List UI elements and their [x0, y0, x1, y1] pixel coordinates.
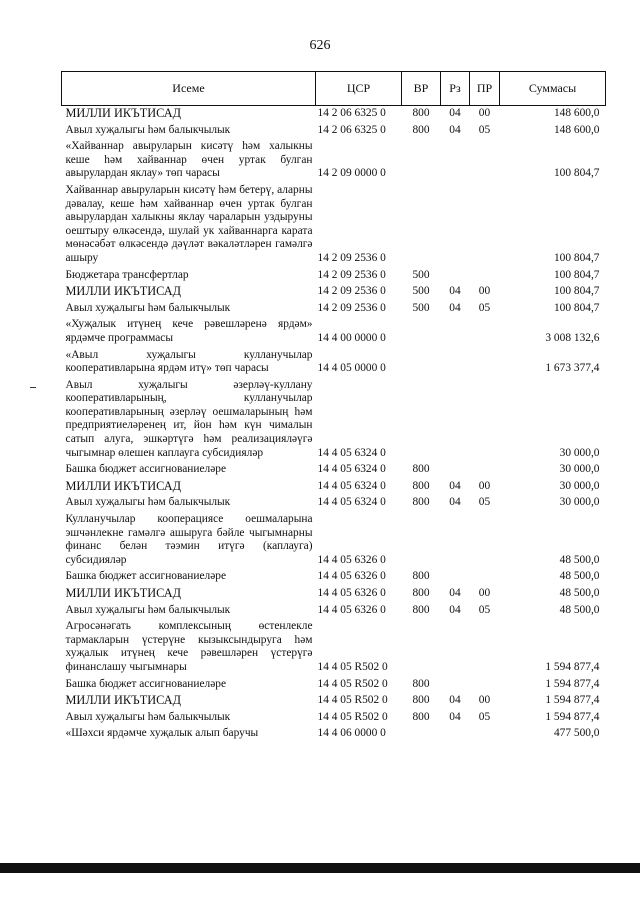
cell-pr: [470, 619, 500, 676]
cell-vr: 500: [412, 268, 430, 281]
cell-name: МИЛЛИ ИКЪТИСАД: [65, 284, 181, 299]
cell-pr: 00: [478, 587, 491, 599]
cell-rz: 04: [449, 694, 461, 707]
cell-name: МИЛЛИ ИКЪТИСАД: [65, 478, 181, 493]
header-pr: ПР: [470, 72, 500, 106]
cell-name: Авыл хуҗалыгы әзерләү-куллану кооперативларының, кулланучылар кооперативларының әзерләү оешмаларының һәм предприятиеләренең ит, йон һәм күн чималын сатып алуга, эшкәртүгә һәм реализацияләүгә чыгымнар өлешен каплауга субсидияләр: [65, 378, 313, 459]
cell-sum: 48 500,0: [559, 603, 600, 616]
cell-pr: [470, 317, 500, 347]
cell-vr: [402, 378, 441, 463]
cell-sum: 30 000,0: [559, 446, 600, 459]
table-row: [62, 512, 606, 569]
cell-name: Хайваннар авыруларын кисәтү һәм бетерү, аларны дәвалау, кеше һәм хайваннар өчен уртак булган авырулардан халыкны яклау чараларын уздыруны оештыру өлкәсендә, шулай ук хайваннарга карата мөнәсәбәт өлкәсендә дәүләт вәкаләтләрен гамәлгә ашыру: [65, 183, 313, 264]
cell-name: «Хуҗалык итүнең кече рәвешләренә ярдәм» ярдәмче программасы: [65, 318, 313, 344]
cell-vr: 800: [412, 463, 430, 476]
cell-name: Авыл хуҗалыгы һәм балыкчылык: [65, 301, 231, 314]
table-row: [62, 268, 606, 285]
cell-sum: 30 000,0: [559, 496, 600, 509]
cell-csr: 14 2 09 0000 0: [317, 167, 386, 180]
cell-name: Башка бюджет ассигнованиеләре: [65, 570, 227, 583]
cell-vr: [402, 619, 441, 676]
cell-pr: 05: [478, 301, 491, 314]
cell-name: МИЛЛИ ИКЪТИСАД: [65, 106, 181, 120]
margin-mark: [30, 387, 36, 388]
cell-rz: [441, 317, 470, 347]
cell-rz: [441, 569, 470, 586]
cell-pr: 05: [478, 496, 491, 509]
cell-sum: 1 594 877,4: [545, 677, 600, 690]
cell-pr: [470, 462, 500, 479]
cell-csr: 14 4 05 6324 0: [317, 446, 386, 459]
cell-vr: 800: [412, 496, 430, 509]
cell-rz: [441, 183, 470, 268]
table-row: [62, 139, 606, 183]
table-row: [62, 677, 606, 694]
cell-csr: 14 4 05 R502 0: [317, 660, 388, 673]
table-row: [62, 348, 606, 378]
cell-name: «Авыл хуҗалыгы кулланучылар кооперативларына ярдәм итү» төп чарасы: [65, 348, 313, 375]
cell-vr: 500: [412, 285, 430, 298]
table-row: [62, 710, 606, 727]
header-sum: Суммасы: [500, 72, 606, 106]
cell-rz: [441, 348, 470, 378]
cell-name: Башка бюджет ассигнованиеләре: [65, 463, 227, 476]
cell-vr: [402, 183, 441, 268]
cell-rz: 04: [449, 301, 461, 314]
table-row: [62, 569, 606, 586]
cell-csr: 14 2 09 2536 0: [317, 301, 386, 314]
cell-vr: 800: [412, 123, 430, 136]
cell-rz: [441, 726, 470, 743]
table-row: [62, 183, 606, 268]
header-csr: ЦСР: [316, 72, 402, 106]
scan-bottom-bar: [0, 863, 640, 873]
cell-rz: [441, 512, 470, 569]
cell-sum: 100 804,7: [553, 268, 600, 281]
cell-csr: 14 4 05 R502 0: [317, 694, 388, 707]
cell-vr: 800: [412, 587, 430, 599]
cell-name: Авыл хуҗалыгы һәм балыкчылык: [65, 496, 231, 509]
cell-csr: 14 4 05 R502 0: [317, 677, 388, 690]
cell-sum: 1 594 877,4: [545, 660, 600, 673]
cell-pr: 00: [478, 479, 491, 492]
cell-csr: 14 4 05 6326 0: [317, 603, 386, 616]
cell-name: «Хайваннар авыруларын кисәтү һәм халыкны кеше һәм хайваннар өчен уртак булган авырулардан яклау» төп чарасы: [65, 140, 313, 180]
cell-pr: 00: [478, 694, 491, 707]
table-row: [62, 495, 606, 512]
table-header: [62, 72, 606, 106]
cell-pr: [470, 677, 500, 694]
cell-sum: 100 804,7: [553, 251, 600, 264]
cell-sum: 48 500,0: [559, 570, 600, 583]
cell-name: МИЛЛИ ИКЪТИСАД: [65, 586, 181, 600]
table-row: [62, 462, 606, 479]
cell-csr: 14 4 05 6324 0: [317, 463, 386, 476]
cell-sum: 100 804,7: [553, 285, 600, 298]
table-row: [62, 284, 606, 301]
cell-pr: 05: [478, 123, 491, 136]
cell-vr: 800: [412, 603, 430, 616]
cell-rz: 04: [449, 603, 461, 616]
cell-pr: [470, 348, 500, 378]
cell-rz: [441, 677, 470, 694]
cell-csr: 14 4 05 6326 0: [317, 553, 386, 566]
budget-table: [61, 71, 606, 743]
cell-csr: 14 4 05 0000 0: [317, 362, 386, 375]
cell-csr: 14 4 05 6324 0: [317, 496, 386, 509]
cell-csr: 14 2 09 2536 0: [317, 285, 386, 298]
cell-csr: 14 2 09 2536 0: [317, 251, 386, 264]
cell-rz: 04: [449, 123, 461, 136]
table-row: [62, 106, 606, 123]
cell-sum: 3 008 132,6: [545, 331, 600, 344]
budget-table-container: [61, 71, 605, 743]
cell-sum: 48 500,0: [559, 587, 600, 599]
cell-sum: 100 804,7: [553, 167, 600, 180]
cell-vr: 800: [412, 694, 430, 707]
cell-vr: [402, 317, 441, 347]
cell-vr: [402, 512, 441, 569]
cell-rz: [441, 268, 470, 285]
cell-csr: 14 4 05 R502 0: [317, 710, 388, 723]
cell-csr: 14 4 05 6326 0: [317, 570, 386, 583]
cell-name: Башка бюджет ассигнованиеләре: [65, 677, 227, 690]
cell-csr: 14 2 06 6325 0: [317, 107, 386, 119]
cell-rz: [441, 462, 470, 479]
cell-csr: 14 4 00 0000 0: [317, 331, 386, 344]
cell-rz: 04: [449, 710, 461, 723]
cell-rz: 04: [449, 107, 461, 119]
cell-vr: 800: [412, 479, 430, 492]
cell-rz: 04: [449, 479, 461, 492]
cell-name: Агросәнәгать комплексының өстенлекле тармакларын үстерүне кызыксындыруга һәм хуҗалык итүнең кече рәвешләрен үстерүгә финанслашу чыгымнары: [65, 620, 313, 673]
cell-name: Авыл хуҗалыгы һәм балыкчылык: [65, 710, 231, 723]
cell-sum: 1 594 877,4: [545, 694, 600, 707]
cell-name: Авыл хуҗалыгы һәм балыкчылык: [65, 123, 231, 136]
cell-rz: [441, 619, 470, 676]
cell-sum: 48 500,0: [559, 553, 600, 566]
cell-sum: 477 500,0: [553, 727, 600, 740]
cell-sum: 30 000,0: [559, 479, 600, 492]
table-row: [62, 693, 606, 710]
cell-vr: 800: [412, 710, 430, 723]
table-row: [62, 301, 606, 318]
cell-sum: 100 804,7: [553, 301, 600, 314]
cell-rz: [441, 378, 470, 463]
cell-pr: [470, 139, 500, 183]
cell-vr: 500: [412, 301, 430, 314]
cell-pr: [470, 569, 500, 586]
cell-rz: 04: [449, 587, 461, 599]
cell-csr: 14 2 06 6325 0: [317, 123, 386, 136]
cell-vr: 800: [412, 677, 430, 690]
header-rz: Рз: [441, 72, 470, 106]
cell-csr: 14 2 09 2536 0: [317, 268, 386, 281]
cell-pr: 05: [478, 710, 491, 723]
cell-csr: 14 4 06 0000 0: [317, 727, 386, 740]
table-row: [62, 726, 606, 743]
cell-name: Кулланучылар кооперациясе оешмаларына эшчәнлекне гамәлгә ашыруга бәйле чыгымнарны финанс белән тәэмин итүгә (каплауга) субсидияләр: [65, 513, 313, 566]
table-body: [62, 106, 606, 743]
cell-name: МИЛЛИ ИКЪТИСАД: [65, 693, 181, 708]
cell-name: Бюджетара трансфертлар: [65, 268, 189, 281]
cell-pr: 05: [478, 603, 491, 616]
cell-sum: 30 000,0: [559, 463, 600, 476]
cell-name: Авыл хуҗалыгы һәм балыкчылык: [65, 603, 231, 616]
cell-sum: 148 600,0: [553, 107, 600, 119]
cell-csr: 14 4 05 6326 0: [317, 587, 386, 599]
table-row: [62, 378, 606, 463]
cell-csr: 14 4 05 6324 0: [317, 479, 386, 492]
cell-sum: 1 594 877,4: [545, 710, 600, 723]
cell-rz: [441, 139, 470, 183]
cell-sum: 1 673 377,4: [545, 362, 600, 375]
cell-rz: 04: [449, 496, 461, 509]
cell-vr: [402, 139, 441, 183]
cell-rz: 04: [449, 285, 461, 298]
page-number: 626: [309, 38, 331, 53]
cell-vr: 800: [412, 570, 430, 583]
cell-pr: [470, 512, 500, 569]
table-row: [62, 479, 606, 496]
cell-vr: 800: [412, 107, 430, 119]
cell-pr: [470, 378, 500, 463]
cell-pr: [470, 183, 500, 268]
cell-vr: [402, 726, 441, 743]
header-name: Исеме: [62, 72, 316, 106]
cell-pr: [470, 268, 500, 285]
table-row: [62, 123, 606, 140]
header-vr: ВР: [402, 72, 441, 106]
cell-sum: 148 600,0: [553, 123, 600, 136]
table-row: [62, 619, 606, 676]
cell-pr: 00: [478, 107, 491, 119]
cell-vr: [402, 348, 441, 378]
table-row: [62, 603, 606, 620]
cell-pr: [470, 726, 500, 743]
cell-name: «Шәхси ярдәмче хуҗалык алып баручы: [65, 727, 259, 740]
cell-pr: 00: [478, 285, 491, 298]
table-row: [62, 317, 606, 347]
table-row: [62, 586, 606, 603]
